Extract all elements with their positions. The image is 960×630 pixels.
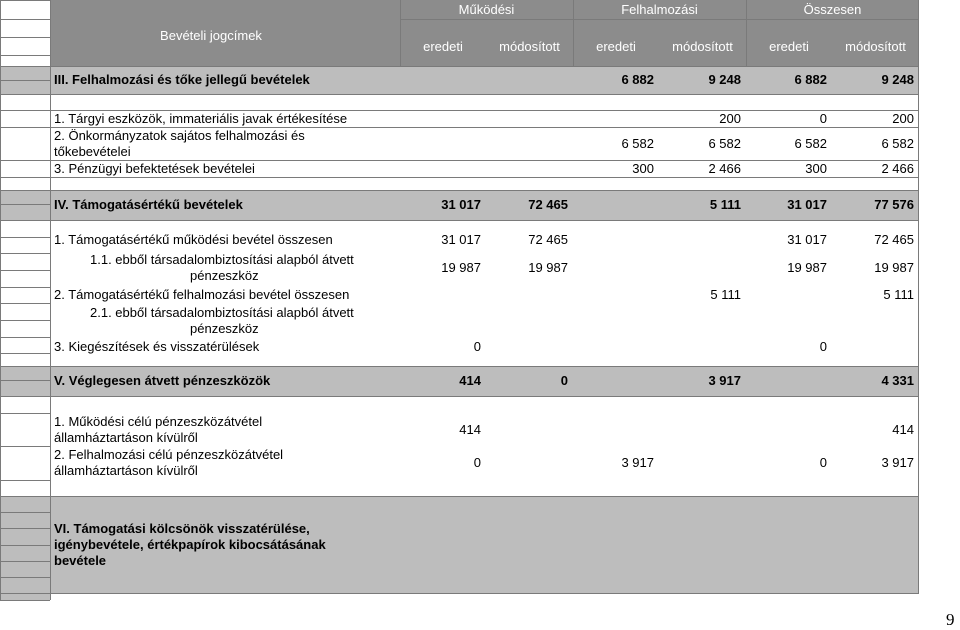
value-cell: 19 987 (441, 260, 481, 275)
row-label-line: 3. Kiegészítések és visszatérülések (54, 339, 260, 354)
value-cell: 6 582 (794, 136, 827, 151)
page-number: 9 (946, 610, 955, 629)
group-mukodesi: Működési (458, 2, 515, 17)
value-cell: 0 (819, 455, 827, 470)
row-label-line: 1. Tárgyi eszközök, immateriális javak értékesítése (54, 111, 348, 126)
group-osszesen: Összesen (803, 2, 862, 17)
value-cell: 414 (459, 422, 481, 437)
value-cell: 72 465 (528, 197, 568, 212)
subheader-eredeti: eredeti (769, 39, 809, 54)
row-label (54, 339, 259, 355)
row-label (90, 252, 354, 284)
row-label-line: államháztartáson kívülről (54, 430, 198, 445)
row-label (54, 111, 347, 127)
value-cell: 200 (892, 111, 914, 126)
row-label-line: 2.1. ebből társadalombiztosítási alapból átvett (90, 305, 354, 320)
row-label-line: 3. Pénzügyi befektetések bevételei (54, 161, 255, 176)
row-label (54, 72, 310, 88)
group-felhalmozasi: Felhalmozási (621, 2, 698, 17)
row-label-line: tőkebevételei (54, 144, 131, 159)
value-cell: 200 (719, 111, 741, 126)
row-label-line: 1. Működési célú pénzeszközátvétel (54, 414, 263, 429)
subheader-eredeti: eredeti (596, 39, 636, 54)
value-cell: 0 (560, 373, 568, 388)
row-label (54, 128, 305, 160)
value-cell: 2 466 (708, 161, 741, 176)
subheader-mdostott: módosított (672, 39, 733, 54)
row-label (54, 521, 326, 569)
value-cell: 31 017 (787, 232, 827, 247)
value-cell: 19 987 (787, 260, 827, 275)
value-cell: 300 (805, 161, 827, 176)
subheader-mdostott: módosított (499, 39, 560, 54)
row-label-line: 2. Támogatásértékű felhalmozási bevétel összesen (54, 287, 350, 302)
row-label-line: 2. Önkormányzatok sajátos felhalmozási és (54, 128, 305, 143)
value-cell: 0 (473, 455, 481, 470)
value-cell: 6 582 (621, 136, 654, 151)
value-cell: 6 582 (708, 136, 741, 151)
value-cell: 3 917 (881, 455, 914, 470)
value-cell: 19 987 (874, 260, 914, 275)
value-cell: 6 882 (621, 72, 654, 87)
row-label (54, 373, 270, 389)
row-label-line: államháztartáson kívülről (54, 463, 198, 478)
row-label (54, 414, 262, 446)
value-cell: 31 017 (787, 197, 827, 212)
row-label (90, 305, 354, 337)
value-cell: 4 331 (881, 373, 914, 388)
value-cell: 300 (632, 161, 654, 176)
header-title: Bevételi jogcímek (160, 28, 262, 43)
row-label-line: VI. Támogatási kölcsönök visszatérülése, (54, 521, 310, 536)
value-cell: 3 917 (621, 455, 654, 470)
subheader-mdostott: módosított (845, 39, 906, 54)
row-label-line: 1.1. ebből társadalombiztosítási alapból átvett (90, 252, 354, 267)
row-label-line: 2. Felhalmozási célú pénzeszközátvétel (54, 447, 284, 462)
row-label-line: 1. Támogatásértékű működési bevétel összesen (54, 232, 333, 247)
value-cell: 414 (892, 422, 914, 437)
row-label (54, 447, 283, 479)
row-label (54, 287, 349, 303)
row-label-line: pénzeszköz (190, 268, 259, 283)
row-label-line: III. Felhalmozási és tőke jellegű bevételek (54, 72, 310, 87)
value-cell: 3 917 (708, 373, 741, 388)
value-cell: 5 111 (883, 287, 914, 302)
value-cell: 0 (819, 111, 827, 126)
value-cell: 414 (459, 373, 481, 388)
row-label (54, 197, 243, 213)
row-label (54, 161, 255, 177)
value-cell: 31 017 (441, 197, 481, 212)
value-cell: 9 248 (708, 72, 741, 87)
row-label-line: IV. Támogatásértékű bevételek (54, 197, 243, 212)
value-cell: 5 111 (709, 197, 741, 212)
value-cell: 2 466 (881, 161, 914, 176)
row-label-line: bevétele (54, 553, 107, 568)
row-label (54, 232, 333, 248)
row-label-line: V. Véglegesen átvett pénzeszközök (54, 373, 271, 388)
row-label-line: igénybevétele, értékpapírok kibocsátásának (54, 537, 326, 552)
value-cell: 5 111 (710, 287, 741, 302)
value-cell: 0 (819, 339, 827, 354)
value-cell: 72 465 (874, 232, 914, 247)
value-cell: 19 987 (528, 260, 568, 275)
value-cell: 77 576 (874, 197, 914, 212)
value-cell: 9 248 (881, 72, 914, 87)
value-cell: 6 582 (881, 136, 914, 151)
subheader-eredeti: eredeti (423, 39, 463, 54)
value-cell: 6 882 (794, 72, 827, 87)
value-cell: 31 017 (441, 232, 481, 247)
value-cell: 72 465 (528, 232, 568, 247)
value-cell: 0 (473, 339, 481, 354)
row-label-line: pénzeszköz (190, 321, 259, 336)
